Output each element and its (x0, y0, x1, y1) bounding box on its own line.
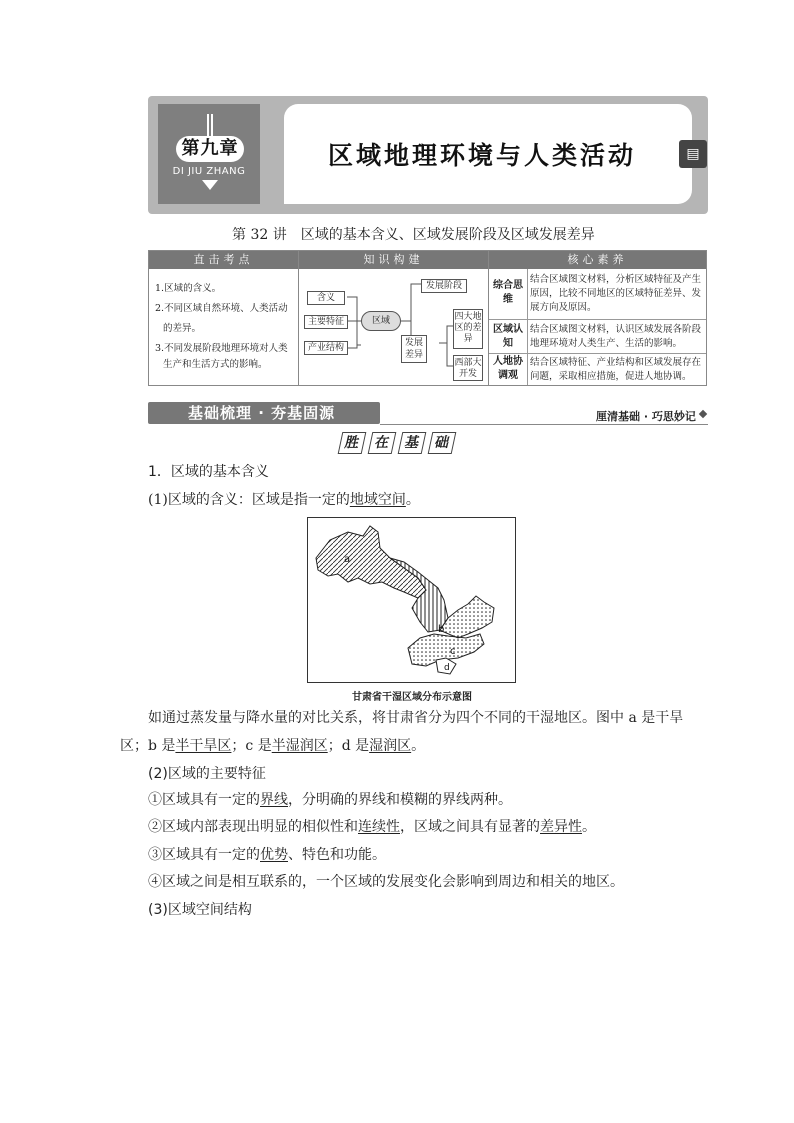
diamond-icon (699, 410, 707, 418)
node-industry: 产业结构 (304, 341, 348, 355)
node-differences: 发展差异 (401, 335, 427, 363)
answer-blank: 差异性 (540, 819, 582, 835)
text: ①区域具有一定的 (148, 792, 260, 808)
text: ②区域内部表现出明显的相似性和 (148, 819, 358, 835)
literacy-desc: 结合区域特征、产业结构和区域发展存在问题，采取相应措施，促进人地协调。 (530, 357, 702, 382)
exam-point: 3.不同发展阶段地理环境对人类 (155, 343, 288, 354)
paragraph-line (120, 736, 425, 756)
feature-2 (148, 817, 596, 837)
node-stages: 发展阶段 (421, 279, 467, 293)
literacy-desc: 结合区域图文材料，分析区域特征及产生原因，比较不同地区的区域特征差异、发展方向及原因。 (530, 274, 702, 313)
feature-3 (148, 845, 386, 865)
text: ，分明确的界线和模糊的界线两种。 (288, 792, 512, 808)
overview-table (148, 250, 707, 386)
text: 。 (411, 738, 426, 754)
exam-point: 生产和生活方式的影响。 (163, 359, 268, 370)
feature-4: ④区域之间是相互联系的，一个区域的发展变化会影响到周边和相关的地区。 (148, 874, 624, 890)
heading-1: 1．区域的基本含义 (148, 464, 269, 480)
lecture-title: 第 32 讲 区域的基本含义、区域发展阶段及区域发展差异 (232, 227, 595, 243)
badge-hanger (207, 114, 213, 136)
chapter-pinyin: DI JIU ZHANG (172, 166, 246, 177)
feature-1 (148, 790, 512, 810)
chapter-title: 区域地理环境与人类活动 (327, 141, 636, 170)
paragraph-line: 如通过蒸发量与降水量的对比关系，将甘肃省分为四个不同的干湿地区。图中 a 是干旱 (148, 710, 684, 726)
literacy-desc: 结合区域图文材料，认识区域发展各阶段地理环境对人类生产、生活的影响。 (530, 324, 702, 349)
answer-blank: 湿润区 (369, 738, 412, 754)
text: ③区域具有一定的 (148, 847, 260, 863)
chip-char: 胜 (338, 432, 367, 454)
header-knowledge: 知识构建 (299, 251, 488, 269)
triangle-down-icon (202, 180, 218, 190)
literacy-category: 人地协调观 (493, 356, 523, 381)
answer-blank: 界线 (260, 792, 288, 808)
heading-3: (3)区域空间结构 (148, 902, 252, 918)
exam-point: 的差异。 (163, 323, 202, 334)
map-label-d: d (444, 663, 450, 673)
gansu-map (307, 517, 516, 683)
book-search-icon: ▤ (679, 140, 707, 168)
map-label-c: c (450, 646, 456, 657)
header-literacy: 核心素养 (489, 251, 706, 269)
node-four-regions: 四大地区的差异 (453, 309, 483, 349)
answer-blank: 地域空间 (349, 492, 406, 508)
text: 。 (405, 492, 420, 508)
node-features: 主要特征 (304, 315, 348, 329)
node-meaning: 含义 (307, 291, 345, 305)
answer-blank: 连续性 (358, 819, 400, 835)
text: 、特色和功能。 (288, 847, 386, 863)
header-exam-points: 直击考点 (149, 251, 298, 269)
node-west-dev: 西部大开发 (453, 355, 483, 381)
section-rule (380, 424, 708, 425)
chip-char: 基 (398, 432, 427, 454)
literacy-category: 区域认知 (493, 324, 523, 349)
answer-blank: 半干旱区 (175, 738, 232, 754)
chip-char: 在 (368, 432, 397, 454)
divider (527, 269, 528, 385)
text: 区；b 是 (120, 738, 176, 754)
literacy-category: 综合思维 (493, 280, 523, 305)
map-caption: 甘肃省干湿区域分布示意图 (352, 692, 472, 703)
answer-blank: 半湿润区 (271, 738, 328, 754)
row-divider (489, 353, 706, 354)
text: ；c 是 (231, 738, 272, 754)
answer-blank: 优势 (260, 847, 288, 863)
text: (1)区域的含义：区域是指一定的 (148, 492, 350, 508)
row-divider (489, 319, 706, 320)
chapter-label: 第九章 (176, 136, 244, 162)
paragraph-definition (148, 490, 420, 510)
text: ；d 是 (327, 738, 370, 754)
section-title: 基础梳理 · 夯基固源 (188, 404, 336, 422)
map-label-a: a (344, 554, 351, 565)
chip-char: 础 (428, 432, 457, 454)
exam-point: 2.不同区域自然环境、人类活动 (155, 303, 288, 314)
text: ，区域之间具有显著的 (400, 819, 540, 835)
section-slogan: 厘清基础 · 巧思妙记 (596, 410, 696, 423)
heading-2: (2)区域的主要特征 (148, 766, 266, 782)
node-region: 区域 (361, 311, 401, 331)
map-drawing (308, 518, 515, 682)
exam-point: 1.区域的含义。 (155, 283, 222, 294)
map-label-b: b (438, 624, 445, 635)
text: 。 (582, 819, 596, 835)
